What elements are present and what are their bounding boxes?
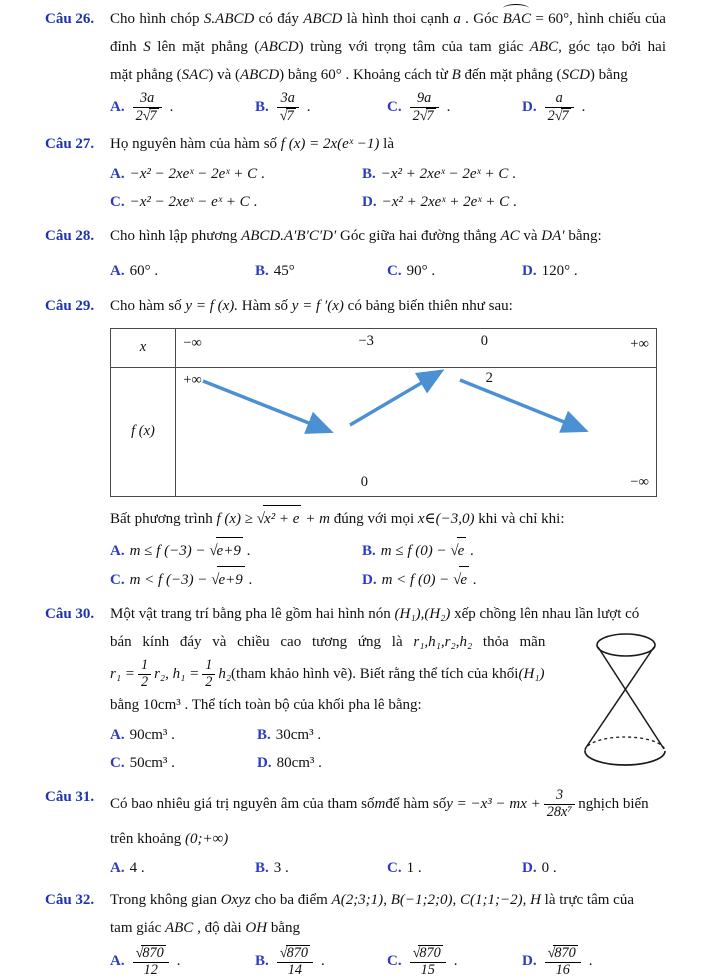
- fraction: $\frac{9a}{2√7}$: [410, 91, 439, 125]
- option-letter: A.: [110, 99, 125, 116]
- question-text-line: r₁ = $\frac{1}{2}$ r₂, h₁ = $\frac{1}{2}$ h₂ (tham khảo hình vẽ). Biết rằng thể tích của khối (H₁): [110, 656, 545, 690]
- fraction: $\frac{3a}{√7}$: [277, 91, 299, 125]
- fraction: $\frac{3a}{2√7}$: [133, 91, 162, 125]
- table-x-label: x: [111, 329, 176, 367]
- option-text: 30cm³ .: [275, 727, 322, 744]
- q28-options: [110, 258, 693, 286]
- option-letter: C.: [110, 571, 125, 588]
- option-d: [522, 258, 693, 286]
- q27-options: [110, 161, 693, 217]
- option-letter: A.: [110, 542, 125, 559]
- option-letter: D.: [257, 754, 272, 771]
- option-text: −x² + 2xeˣ − 2eˣ + C .: [380, 165, 516, 182]
- option-letter: D.: [522, 263, 537, 280]
- option-tail: .: [176, 952, 181, 969]
- sqrt: √e: [450, 537, 466, 566]
- option-letter: B.: [255, 99, 269, 116]
- option-letter: A.: [110, 952, 125, 969]
- question-number: Câu 31.: [45, 788, 95, 805]
- option-letter: B.: [255, 952, 269, 969]
- option-c: [110, 750, 257, 778]
- question-30: [45, 601, 693, 778]
- option-b: [362, 161, 693, 189]
- question-text-line: Trong không gian Oxyz cho ba điểm A(2;3;1), B(−1;2;0), C(1;1;−2), H là trực tâm của: [110, 892, 634, 909]
- option-a: [110, 537, 362, 566]
- option-a: [110, 722, 257, 750]
- option-letter: A.: [110, 727, 125, 744]
- option-text: 50cm³ .: [129, 754, 175, 771]
- fraction: $\frac{a}{2√7}$: [545, 91, 574, 125]
- option-text: 1 .: [406, 860, 422, 877]
- option-c: [387, 91, 522, 125]
- option-b: [255, 258, 387, 286]
- variation-arrows: [176, 368, 656, 496]
- question-26: [45, 6, 693, 125]
- option-letter: B.: [255, 860, 269, 877]
- q32-options: [110, 945, 693, 979]
- option-text: −x² − 2xeˣ − eˣ + C .: [129, 193, 258, 210]
- option-c: [110, 189, 362, 217]
- option-text: 3 .: [273, 860, 289, 877]
- option-letter: A.: [110, 263, 125, 280]
- fraction: $\frac{√870}{14}$: [277, 945, 313, 979]
- fraction: $\frac{1}{2}$: [138, 658, 151, 691]
- question-text-line: Cho hình lập phương ABCD.A′B′C′D′ Góc giữa hai đường thẳng AC và DA′ bằng:: [110, 228, 602, 245]
- option-letter: B.: [255, 263, 269, 280]
- value-peak: 2: [485, 369, 493, 386]
- q29-options: [110, 537, 693, 595]
- option-b: [255, 91, 387, 125]
- question-number: Câu 28.: [45, 228, 95, 245]
- q31-options: [110, 855, 693, 883]
- table-variation-cell: [176, 368, 656, 496]
- sqrt: √870: [412, 944, 441, 961]
- question-text-line: mặt phẳng (SAC) và (ABCD) bằng 60° . Khoảng cách từ B đến mặt phẳng (SCD) bằng: [110, 66, 628, 83]
- option-tail: .: [169, 99, 174, 116]
- option-a: [110, 855, 255, 883]
- option-c: [387, 855, 522, 883]
- q26-options: [110, 91, 693, 125]
- option-text: −x² + 2xeˣ + 2eˣ + C .: [381, 193, 517, 210]
- x-tick: 0: [480, 332, 489, 349]
- question-32: [45, 887, 693, 978]
- option-c: [387, 258, 522, 286]
- value-top-left: +∞: [183, 371, 202, 388]
- option-text: 45°: [273, 263, 295, 280]
- option-letter: A.: [110, 860, 125, 877]
- question-text-line: Cho hình chóp S.ABCD có đáy ABCD là hình thoi cạnh a . Góc BAC = 60°, hình chiếu của: [110, 6, 666, 34]
- question-text-line: Họ nguyên hàm của hàm số f (x) = 2x(eˣ −1) là: [110, 136, 394, 153]
- option-text: m < f (−3) − √e+9 .: [130, 566, 253, 595]
- question-text-line: bằng 10cm³ . Thể tích toàn bộ của khối pha lê bằng:: [110, 697, 422, 714]
- fraction: $\frac{1}{2}$: [202, 658, 215, 691]
- sqrt: √e+9: [211, 566, 245, 595]
- option-d: [522, 91, 693, 125]
- option-text: m ≤ f (0) − √e .: [381, 537, 474, 566]
- option-text: 80cm³ .: [276, 754, 322, 771]
- option-letter: C.: [110, 754, 125, 771]
- option-letter: D.: [522, 99, 537, 116]
- question-text-line: Bất phương trình f (x) ≥ √x² + e + m đúng với mọi x∈(−3,0) khi và chỉ khi:: [110, 505, 693, 534]
- option-letter: B.: [362, 542, 376, 559]
- option-a: [110, 945, 255, 979]
- value-min: 0: [360, 474, 369, 491]
- sqrt: √870: [135, 944, 164, 961]
- option-text: 4 .: [129, 860, 145, 877]
- question-text-line: Cho hàm số y = f (x). Hàm số y = f ′(x) có bảng biến thiên như sau:: [110, 297, 513, 314]
- x-tick: +∞: [630, 335, 649, 352]
- question-number: Câu 30.: [45, 605, 95, 622]
- question-28: [45, 223, 693, 286]
- option-text: −x² − 2xeˣ − 2eˣ + C .: [129, 165, 265, 182]
- question-text-line: tam giác ABC , độ dài OH bằng: [110, 919, 300, 936]
- fraction: $\frac{√870}{12}$: [133, 945, 169, 979]
- question-number: Câu 29.: [45, 297, 95, 314]
- option-b: [255, 855, 387, 883]
- option-letter: C.: [387, 860, 402, 877]
- sqrt: √e: [453, 566, 469, 595]
- sqrt: √7: [419, 108, 434, 125]
- option-tail: .: [581, 99, 586, 116]
- option-tail: .: [320, 952, 325, 969]
- variation-table: [110, 328, 657, 497]
- question-text-line: đỉnh S lên mặt phẳng (ABCD) trùng với trọng tâm của tam giác ABC, góc tạo bởi hai: [110, 38, 666, 55]
- value-bottom-right: −∞: [630, 474, 649, 491]
- question-27: [45, 131, 693, 216]
- option-c: [110, 566, 362, 595]
- fraction: $\frac{3}{\text{28x⁷}}$: [544, 788, 576, 821]
- option-letter: D.: [362, 193, 377, 210]
- option-tail: .: [453, 952, 458, 969]
- option-d: [362, 566, 693, 595]
- question-text-line: Một vật trang trí bằng pha lê gồm hai hình nón (H₁),(H₂) xếp chồng lên nhau lần lượt có: [110, 605, 640, 622]
- fraction: $\frac{√870}{15}$: [410, 945, 446, 979]
- option-letter: B.: [362, 165, 376, 182]
- option-letter: C.: [387, 263, 402, 280]
- sqrt: √7: [279, 108, 294, 125]
- option-tail: .: [446, 99, 451, 116]
- option-letter: A.: [110, 165, 125, 182]
- option-a: [110, 258, 255, 286]
- option-text: 60° .: [129, 263, 159, 280]
- x-tick: −3: [358, 332, 374, 349]
- option-letter: C.: [387, 952, 402, 969]
- option-letter: C.: [387, 99, 402, 116]
- option-d: [362, 189, 693, 217]
- option-b: [362, 537, 693, 566]
- option-d: [522, 855, 693, 883]
- sqrt: √x² + e: [257, 505, 302, 534]
- sqrt: √870: [279, 944, 308, 961]
- question-number: Câu 27.: [45, 136, 95, 153]
- question-29: [45, 293, 693, 595]
- question-number: Câu 32.: [45, 892, 95, 909]
- option-tail: .: [588, 952, 593, 969]
- option-letter: D.: [362, 571, 377, 588]
- sqrt: √7: [142, 108, 157, 125]
- option-letter: D.: [522, 860, 537, 877]
- option-text: 90° .: [406, 263, 436, 280]
- sqrt: √7: [554, 108, 569, 125]
- option-text: 0 .: [541, 860, 557, 877]
- option-text: m < f (0) − √e .: [382, 566, 477, 595]
- option-text: 90cm³ .: [129, 727, 175, 744]
- option-d: [257, 750, 457, 778]
- option-letter: C.: [110, 193, 125, 210]
- option-b: [255, 945, 387, 979]
- option-text: m ≤ f (−3) − √e+9 .: [130, 537, 251, 566]
- option-tail: .: [306, 99, 311, 116]
- option-d: [522, 945, 693, 979]
- question-text-line: trên khoảng (0;+∞): [110, 830, 229, 847]
- x-tick: −∞: [183, 334, 202, 351]
- option-letter: B.: [257, 727, 271, 744]
- option-b: [257, 722, 457, 750]
- question-31: [45, 784, 693, 884]
- question-number: Câu 26.: [45, 11, 95, 27]
- sqrt: √870: [547, 944, 576, 961]
- fraction: $\frac{√870}{16}$: [545, 945, 581, 979]
- table-fx-label: f (x): [111, 368, 176, 496]
- option-text: 120° .: [541, 263, 578, 280]
- option-letter: D.: [522, 952, 537, 969]
- option-c: [387, 945, 522, 979]
- option-a: [110, 91, 255, 125]
- question-text-line: bán kính đáy và chiều cao tương ứng là r₁,h₁,r₂,h₂ thỏa mãn: [110, 633, 546, 650]
- double-cone-figure: [573, 631, 685, 773]
- table-x-ticks: [176, 329, 656, 367]
- option-a: [110, 161, 362, 189]
- sqrt: √e+9: [209, 537, 243, 566]
- question-text-line: Có bao nhiêu giá trị nguyên âm của tham số m để hàm số y = −x³ − mx + $\frac{3}{\text{28x⁷}}$ nghịch biến: [110, 787, 649, 821]
